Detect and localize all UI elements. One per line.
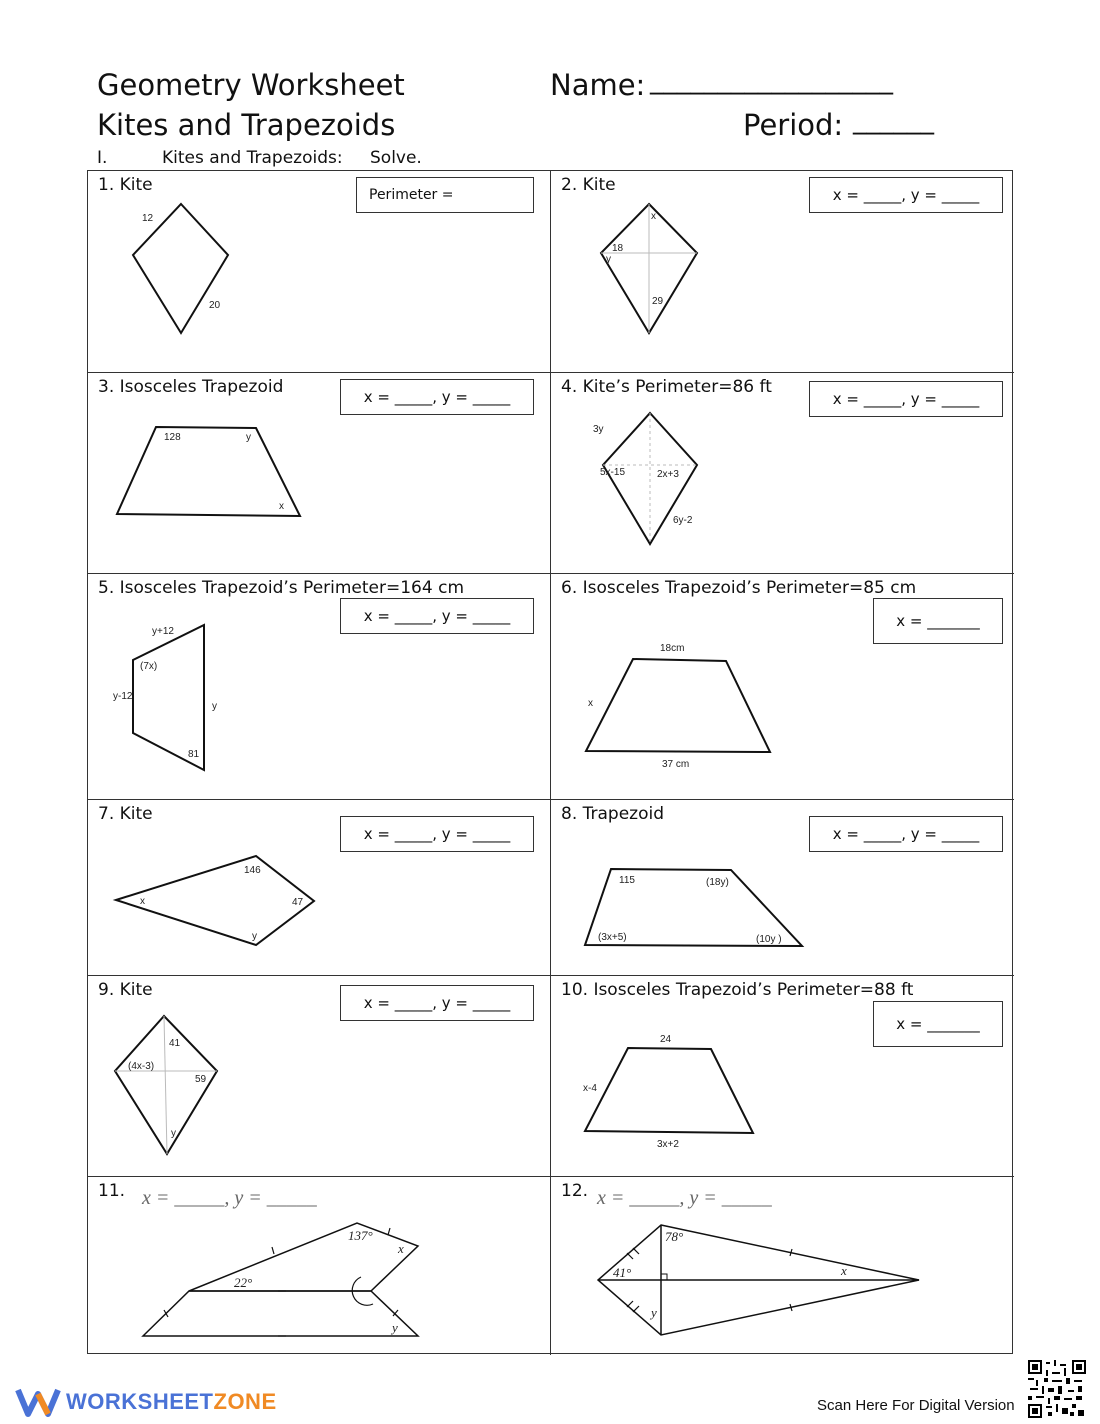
section-number: I. <box>97 148 108 168</box>
angle-label: y <box>392 1320 398 1335</box>
problem-8 <box>551 800 1014 976</box>
side-label: 6y-2 <box>673 515 693 526</box>
section-instruction: Solve. <box>370 148 422 168</box>
side-label: 20 <box>209 300 221 311</box>
trapezoid-figure <box>551 800 1014 976</box>
answer-line[interactable]: x = _____, y = _____ <box>142 1187 317 1209</box>
name-label: Name: <box>550 68 646 102</box>
answer-box[interactable]: x = _____, y = _____ <box>340 985 534 1021</box>
kite-figure <box>551 373 1014 574</box>
problem-2 <box>551 171 1014 373</box>
problem-grid <box>87 170 1013 1354</box>
angle-label: y <box>246 432 251 443</box>
problem-title: 3. Isosceles Trapezoid <box>98 377 284 397</box>
angle-label: 22° <box>234 1275 253 1290</box>
angle-label: 128 <box>164 432 181 443</box>
answer-line[interactable]: x = _____, y = _____ <box>597 1187 772 1209</box>
logo-w-icon <box>14 1384 62 1420</box>
kite-figure <box>88 976 551 1177</box>
side-label: x <box>588 698 593 709</box>
problem-6 <box>551 574 1014 800</box>
name-blank[interactable]: __________________ <box>650 64 893 95</box>
scan-text: Scan Here For Digital Version <box>817 1397 1015 1414</box>
side-label: x-4 <box>583 1083 597 1094</box>
kite-figure <box>551 1177 1014 1355</box>
problem-4 <box>551 373 1014 574</box>
problem-title: 10. Isosceles Trapezoid’s Perimeter=88 ft <box>561 980 914 1000</box>
side-label: 37 cm <box>662 759 690 770</box>
qr-code-icon[interactable] <box>1028 1360 1086 1418</box>
problem-3 <box>88 373 551 574</box>
side-label: y-12 <box>113 691 133 702</box>
angle-label: 47 <box>292 897 304 908</box>
angle-label: 41 <box>169 1038 181 1049</box>
problem-12 <box>551 1177 1014 1355</box>
side-label: 18cm <box>660 643 685 654</box>
angle-label: y <box>171 1128 176 1139</box>
angle-label: x <box>140 896 145 907</box>
answer-box[interactable]: Perimeter = <box>356 177 534 213</box>
angle-label: (4x-3) <box>128 1061 155 1072</box>
angle-label: y <box>252 931 257 942</box>
angle-label: y <box>651 1305 657 1320</box>
side-label: 5x-15 <box>600 467 626 478</box>
problem-title: 4. Kite’s Perimeter=86 ft <box>561 377 772 397</box>
angle-label: 81 <box>188 749 200 760</box>
worksheet-subtitle: Kites and Trapezoids <box>97 108 396 142</box>
answer-box[interactable]: x = _____, y = _____ <box>809 177 1003 213</box>
angle-label: 18 <box>612 243 624 254</box>
side-label: y <box>212 701 217 712</box>
angle-label: (7x) <box>140 661 158 672</box>
trapezoid-figure <box>88 574 551 800</box>
answer-box[interactable]: x = _____, y = _____ <box>340 379 534 415</box>
worksheet-title: Geometry Worksheet <box>97 68 405 102</box>
angle-label: 29 <box>652 296 664 307</box>
angle-label: 115 <box>619 875 635 886</box>
answer-box[interactable]: x = _____, y = _____ <box>809 816 1003 852</box>
kite-figure <box>551 171 1014 373</box>
trapezoid-figure <box>551 976 1014 1177</box>
angle-label: x <box>398 1241 404 1256</box>
trapezoid-figure <box>88 373 551 574</box>
answer-box[interactable]: x = _____, y = _____ <box>340 816 534 852</box>
angle-label: 146 <box>244 865 261 876</box>
problem-5 <box>88 574 551 800</box>
angle-label: (18y) <box>706 877 729 888</box>
worksheetzone-logo <box>14 1384 277 1420</box>
problem-title: 5. Isosceles Trapezoid’s Perimeter=164 cm <box>98 578 464 598</box>
trapezoid-kite-figure <box>88 1177 551 1355</box>
problem-11 <box>88 1177 551 1355</box>
answer-box[interactable]: x = _____, y = _____ <box>809 381 1003 417</box>
problem-10 <box>551 976 1014 1177</box>
problem-title: 7. Kite <box>98 804 153 824</box>
logo-word-1: WORKSHEET <box>66 1389 214 1414</box>
logo-word-2: ZONE <box>213 1389 277 1414</box>
answer-box[interactable]: x = _______ <box>873 598 1003 644</box>
problem-title: 9. Kite <box>98 980 153 1000</box>
angle-label: (3x+5) <box>598 932 627 943</box>
side-label: 2x+3 <box>657 469 679 480</box>
problem-title: 1. Kite <box>98 175 153 195</box>
side-label: 3y <box>593 424 604 435</box>
problem-9 <box>88 976 551 1177</box>
section-title: Kites and Trapezoids: <box>162 148 343 168</box>
angle-label: x <box>279 501 284 512</box>
problem-title: 2. Kite <box>561 175 616 195</box>
side-label: 24 <box>660 1034 672 1045</box>
problem-title: 11. <box>98 1181 126 1201</box>
angle-label: x <box>651 211 656 222</box>
angle-label: 78° <box>665 1229 684 1244</box>
kite-figure <box>88 171 551 373</box>
angle-label: x <box>841 1263 847 1278</box>
problem-title: 12. <box>561 1181 589 1201</box>
problem-7 <box>88 800 551 976</box>
problem-1 <box>88 171 551 373</box>
angle-label: (10y ) <box>756 934 782 945</box>
answer-box[interactable]: x = _____, y = _____ <box>340 598 534 634</box>
angle-label: 137° <box>348 1228 373 1243</box>
side-label: y+12 <box>152 626 174 637</box>
angle-label: 41° <box>613 1265 632 1280</box>
period-label: Period: <box>743 108 844 142</box>
answer-box[interactable]: x = _______ <box>873 1001 1003 1047</box>
period-blank[interactable]: ______ <box>853 104 934 135</box>
trapezoid-figure <box>551 574 1014 800</box>
angle-label: 59 <box>195 1074 207 1085</box>
problem-title: 8. Trapezoid <box>561 804 665 824</box>
side-label: 3x+2 <box>657 1139 679 1150</box>
side-label: 12 <box>142 213 154 224</box>
problem-title: 6. Isosceles Trapezoid’s Perimeter=85 cm <box>561 578 917 598</box>
angle-label: y <box>606 254 611 265</box>
kite-figure <box>88 800 551 976</box>
